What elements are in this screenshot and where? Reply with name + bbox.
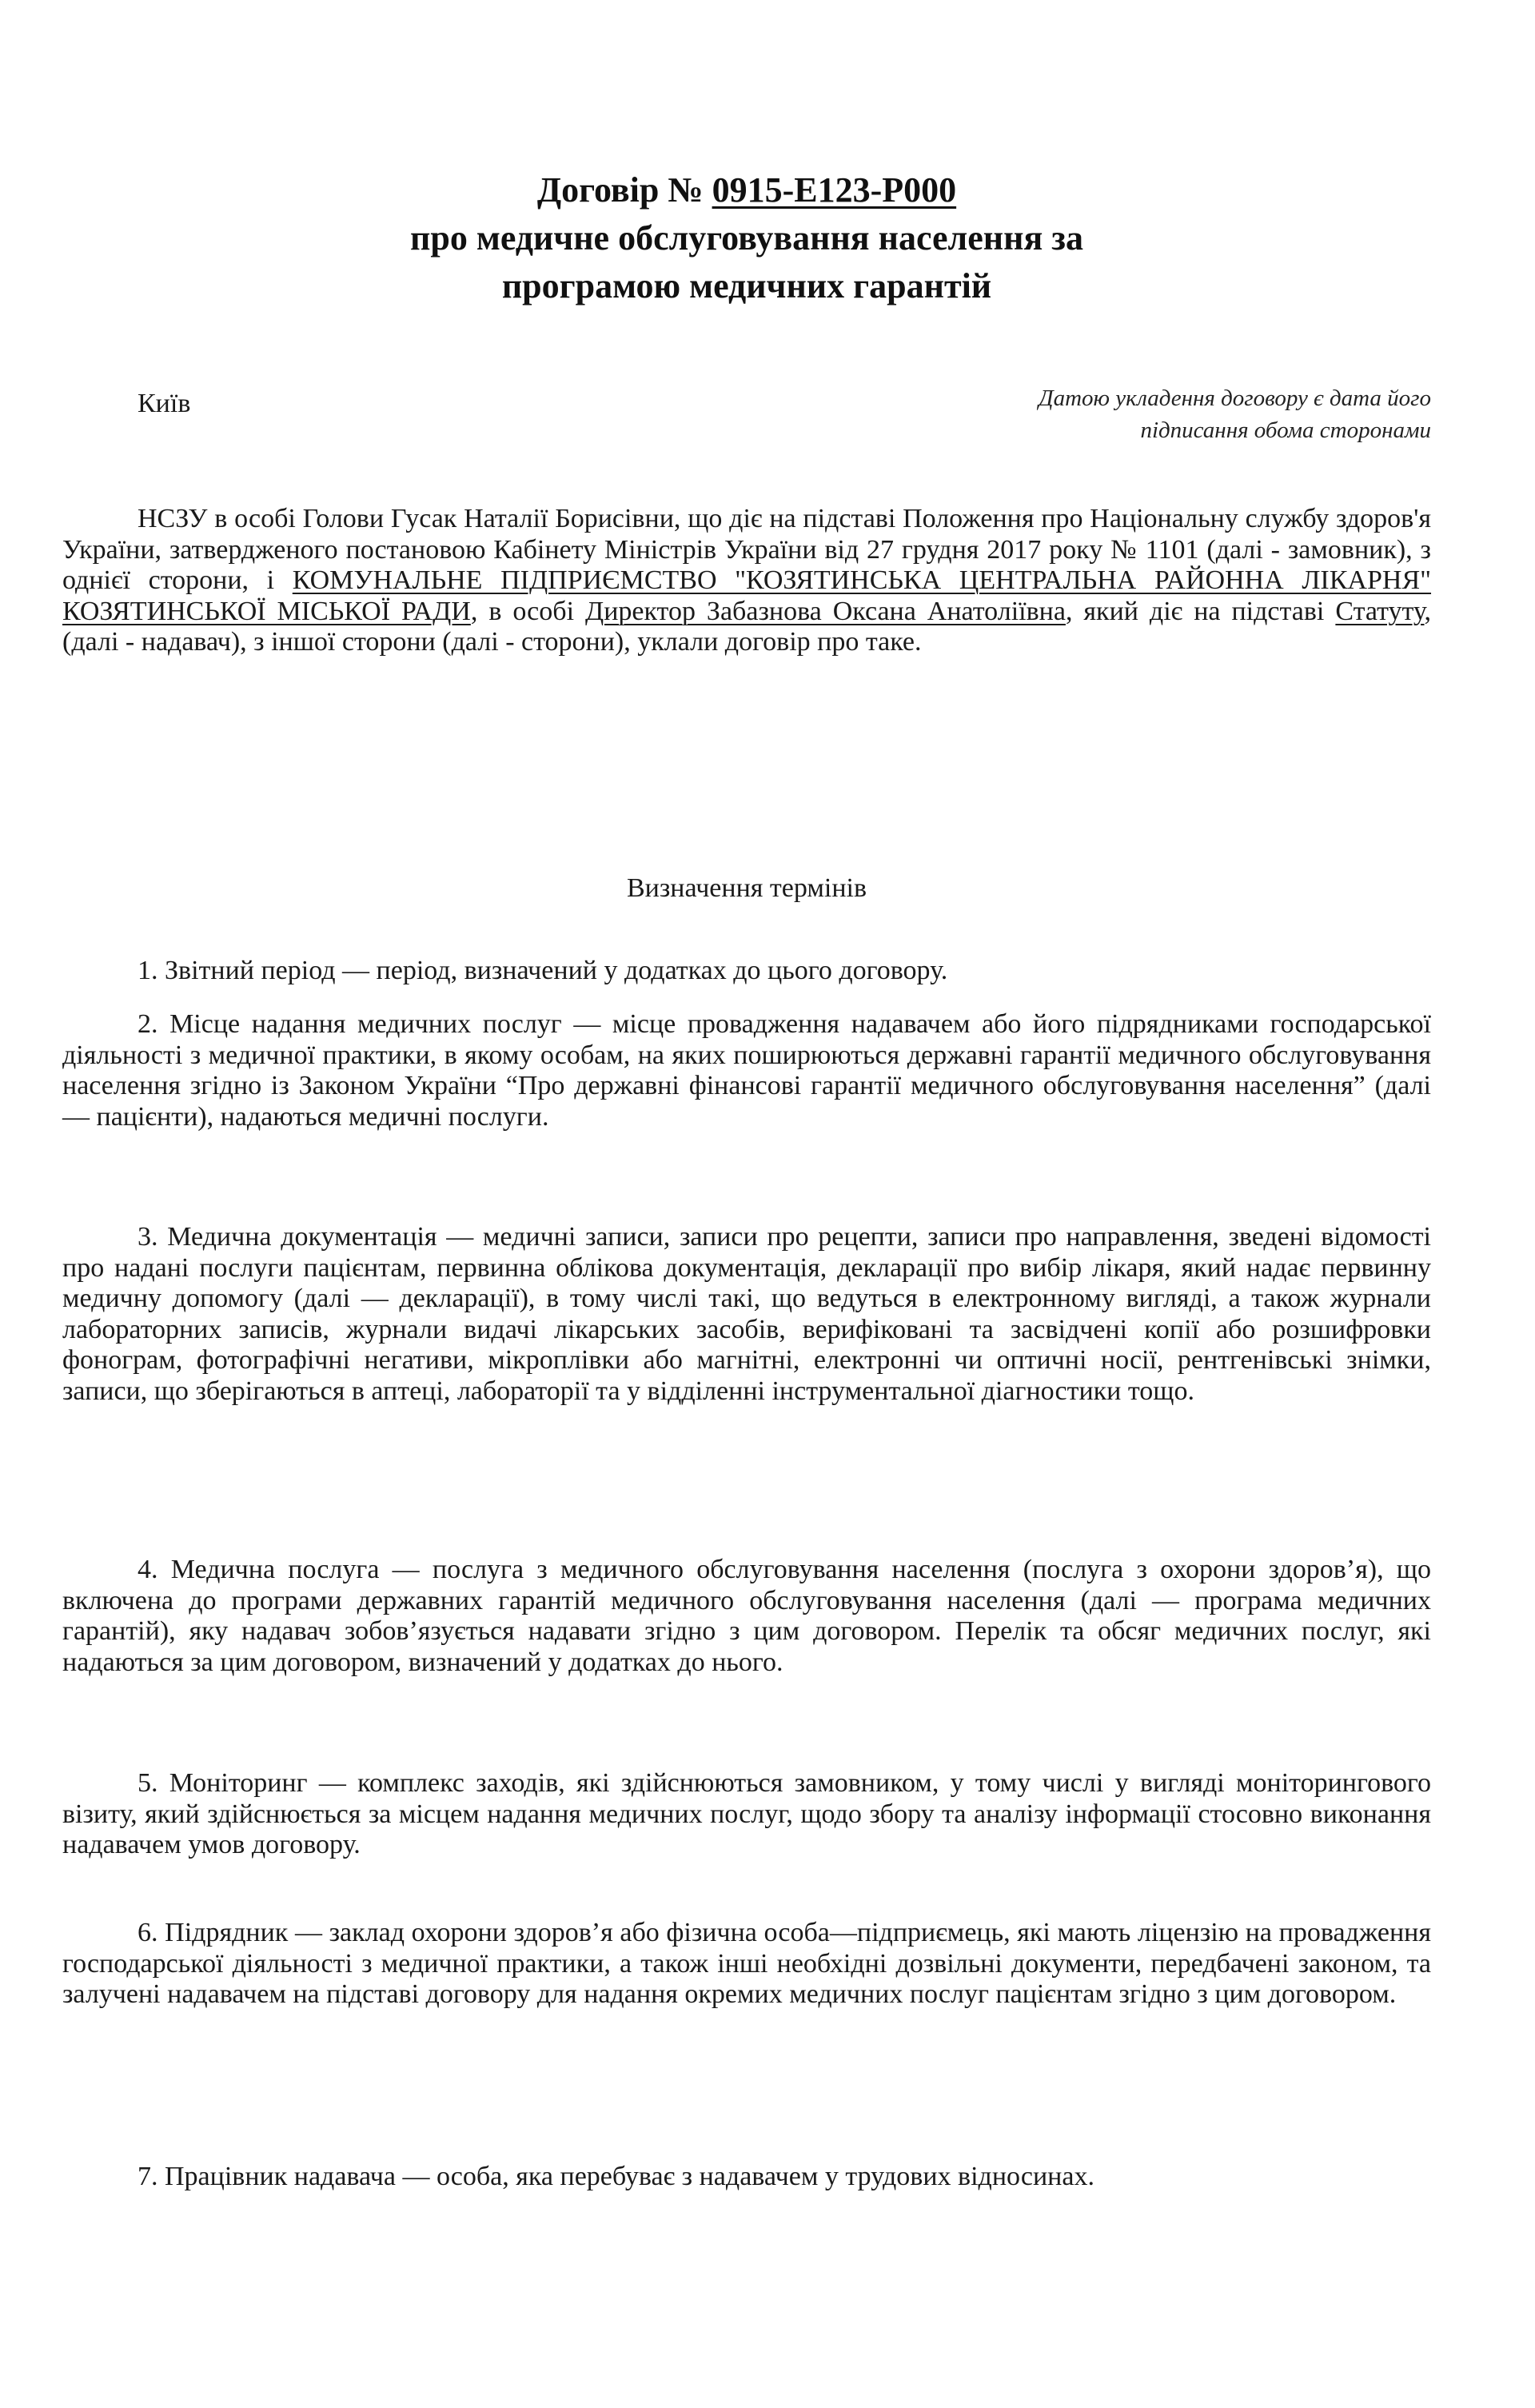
title-line-3: програмою медичних гарантій <box>501 266 992 305</box>
preamble-part-2: , в особі <box>470 596 585 626</box>
definition-item: 4. Медична послуга — послуга з медичного обслуговування населення (послуга з охорони здоров’я), що включена до програми державних гарантій медичного обслуговування населення (далі — програма медичних гарантій), яку надавач зобов’язується надавати згідно з цим договором. Перелік та обсяг медичних послуг, які надаються за цим договором, визначений у додатках до нього. <box>62 1555 1431 1677</box>
preamble-part-1: НСЗУ в особі Голови Гусак Наталії Борисівни, що діє на підставі Положення про Національну службу здоров'я України, затвердженого постановою Кабінету Міністрів України від 27 грудня 2017 року № 1101 (далі - замовник), з однієї сторони, і <box>62 504 1431 595</box>
contract-title <box>62 166 1431 310</box>
definition-item: 3. Медична документація — медичні записи, записи про рецепти, записи про направлення, зведені відомості про надані послуги пацієнтам, первинна облікова документація, декларації про вибір лікаря, який надає первинну медичну допомогу (далі — декларації), в тому числі такі, що ведуться в електронному вигляді, а також журнали лабораторних записів, журнали видачі лікарських засобів, верифіковані та засвідчені копії або розшифровки фонограм, фотографічні негативи, мікроплівки або магнітні, електронні чи оптичні носії, рентгенівські знімки, записи, що зберігаються в аптеці, лабораторії та у відділенні інструментальної діагностики тощо. <box>62 1222 1431 1406</box>
definitions-heading: Визначення термінів <box>626 873 867 903</box>
definition-item: 6. Підрядник — заклад охорони здоров’я або фізична особа—підприємець, які мають ліцензію на провадження господарської діяльності з медичної практики, а також інші необхідні дозвільні документи, передбачені законом, та залучені надавачем на підставі договору для надання окремих медичних послуг пацієнтам згідно з цим договором. <box>62 1918 1431 2009</box>
preamble-paragraph <box>62 504 1431 658</box>
preamble-part-3: , який діє на підставі <box>1065 596 1336 626</box>
title-line-2: про медичне обслуговування населення за <box>410 218 1083 258</box>
date-note <box>1039 382 1431 446</box>
provider-representative: Директор Забазнова Оксана Анатоліївна <box>585 596 1066 626</box>
title-line-1 <box>62 166 1431 214</box>
definition-item: 5. Моніторинг — комплекс заходів, які здійснюються замовником, у тому числі у вигляді моніторингового візиту, який здійснюється за місцем надання медичних послуг, щодо збору та аналізу інформації стосовно виконання надавачем умов договору. <box>62 1768 1431 1859</box>
place-and-date-row <box>62 382 1431 454</box>
date-note-line-1: Датою укладення договору є дата його <box>1039 385 1431 411</box>
definition-item: 2. Місце надання медичних послуг — місце провадження надавачем або його підрядниками господарської діяльності з медичної практики, в якому особам, на яких поширюються державні гарантії медичного обслуговування населення згідно із Законом України “Про державні фінансові гарантії медичного обслуговування населення” (далі — пацієнти), надаються медичні послуги. <box>62 1009 1431 1132</box>
definition-item: 1. Звітний період — період, визначений у додатках до цього договору. <box>138 956 948 985</box>
definition-item: 7. Працівник надавача — особа, яка перебуває з надавачем у трудових відносинах. <box>138 2162 1094 2191</box>
preamble-part-4: , (далі - надавач), з іншої сторони (далі - сторони), уклали договір про таке. <box>62 596 1431 657</box>
date-note-line-2: підписання обома сторонами <box>1140 417 1431 443</box>
city: Київ <box>138 389 191 418</box>
basis-document: Статуту <box>1335 596 1425 626</box>
contract-number: 0915-E123-P000 <box>712 170 957 210</box>
title-prefix: Договір № <box>536 170 712 210</box>
provider-name: КОМУНАЛЬНЕ ПІДПРИЄМСТВО "КОЗЯТИНСЬКА ЦЕНТРАЛЬНА РАЙОННА ЛІКАРНЯ" КОЗЯТИНСЬКОЇ МІСЬКОЇ РАДИ <box>62 565 1432 626</box>
